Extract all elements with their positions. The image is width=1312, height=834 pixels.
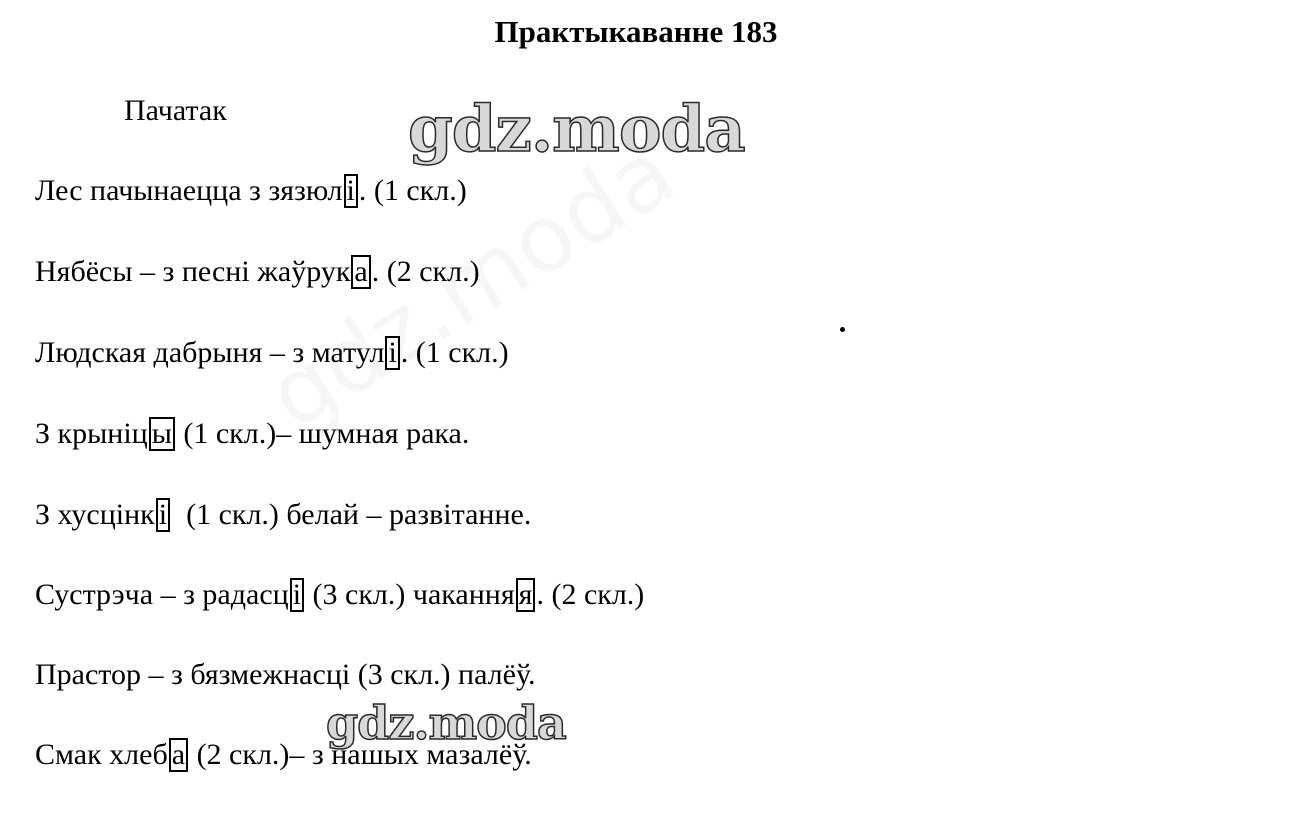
ending-box: і [290, 578, 304, 612]
ending-box: а [351, 255, 370, 289]
sentence-7 [35, 658, 535, 692]
sentence-text: Нябёсы – з песні жаўрук [35, 255, 351, 288]
section-subtitle: Пачатак [124, 94, 227, 127]
ending-box: і [385, 336, 399, 370]
sentence-4 [35, 417, 469, 451]
watermark-logo: gdz.moda [408, 92, 745, 167]
sentence-text: . (2 скл.) [536, 578, 645, 611]
sentence-text: З крыніц [35, 417, 148, 450]
ending-box: я [516, 578, 536, 612]
sentence-1 [35, 174, 467, 208]
sentence-text: Сустрэча – з радасц [35, 578, 289, 611]
page-title: Практыкаванне 183 [494, 14, 778, 49]
sentence-text: . (2 скл.) [371, 255, 480, 288]
sentence-text: Людская дабрыня – з матул [35, 336, 385, 369]
sentence-5 [35, 498, 531, 532]
sentence-text: (1 скл.) белай – развітанне. [171, 498, 532, 531]
sentence-text: (3 скл.) чакання [305, 578, 515, 611]
sentence-text: З хусцінк [35, 498, 155, 531]
stray-dot [840, 327, 845, 332]
sentence-text: (2 скл.)– з нашых мазалёў. [189, 738, 532, 771]
sentence-text: (1 скл.)– шумная рака. [175, 417, 470, 450]
ending-box: і [156, 498, 170, 532]
sentence-2 [35, 255, 480, 289]
ending-box: і [344, 174, 358, 208]
sentence-3 [35, 336, 509, 370]
sentence-6 [35, 578, 644, 612]
sentence-text: . (1 скл.) [400, 336, 509, 369]
sentence-text: Лес пачынаецца з зязюл [35, 174, 343, 207]
watermark-logo: gdz.moda [326, 696, 566, 750]
sentence-text: . (1 скл.) [358, 174, 467, 207]
sentence-text: Прастор – з бязмежнасці (3 скл.) палёў. [35, 658, 536, 691]
ending-box: а [169, 738, 188, 772]
ending-box: ы [149, 417, 175, 451]
sentence-8 [35, 738, 532, 772]
sentence-text: Смак хлеб [35, 738, 168, 771]
